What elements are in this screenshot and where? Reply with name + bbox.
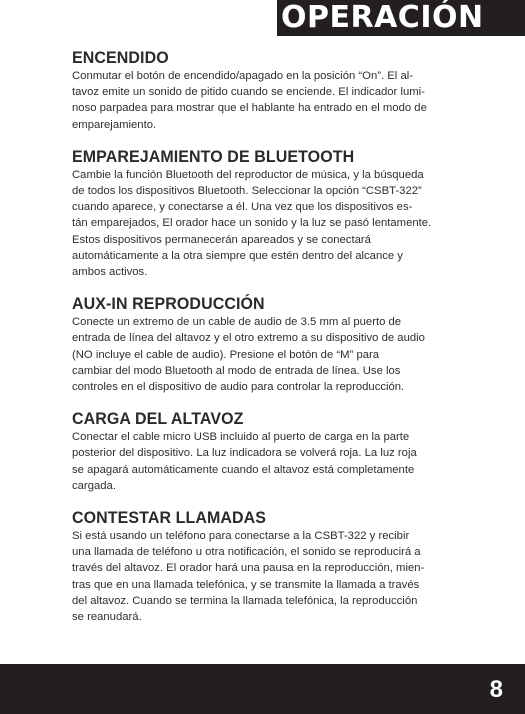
section-body [72,528,462,625]
body-line: cambiar del modo Bluetooth al modo de entrada de línea. Use los [72,364,401,377]
document-content [72,48,462,639]
section-body [72,314,462,395]
body-line: entrada de línea del altavoz y el otro extremo a su dispositivo de audio [72,332,425,345]
section-emparejamiento-bluetooth [72,147,462,280]
body-line: tavoz emite un sonido de pitido cuando se enciende. El indicador lumi- [72,86,425,99]
page-title: OPERACIÓN [281,0,484,35]
section-body [72,68,462,133]
body-line: cargada. [72,479,116,492]
section-carga-altavoz [72,409,462,494]
body-line: Estos dispositivos permanecerán apareados y se conectará [72,233,371,246]
body-line: Cambie la función Bluetooth del reproductor de música, y la búsqueda [72,168,424,181]
section-body [72,429,462,494]
header-bar [277,0,525,36]
body-line: ambos activos. [72,266,148,279]
body-line: través del altavoz. El orador hará una pausa en la reproducción, mien- [72,562,425,575]
footer-bar [0,664,525,714]
section-title: CONTESTAR LLAMADAS [72,508,267,528]
body-line: noso parpadea para mostrar que el hablante ha entrado en el modo de [72,102,427,115]
body-line: controles en el dispositivo de audio para controlar la reproducción. [72,381,405,394]
section-encendido [72,48,462,133]
body-line: se reanudará. [72,611,142,624]
body-line: tán emparejados, El orador hace un sonido y la luz se pasó lentamente. [72,217,432,230]
section-title: EMPAREJAMIENTO DE BLUETOOTH [72,146,355,166]
body-line: posterior del dispositivo. La luz indicadora se volverá roja. La luz roja [72,447,417,460]
body-line: Conectar el cable micro USB incluido al puerto de carga en la parte [72,431,410,444]
page-number: 8 [489,676,503,703]
body-line: cuando aparece, y conectarse a él. Una vez que los dispositivos es- [72,201,413,214]
body-line: Conmutar el botón de encendido/apagado en la posición “On”. El al- [72,70,414,82]
section-contestar-llamadas [72,508,462,625]
body-line: Si está usando un teléfono para conectarse a la CSBT-322 y recibir [72,530,410,543]
section-title: AUX-IN REPRODUCCIÓN [72,294,265,314]
section-title: ENCENDIDO [72,48,169,67]
body-line: emparejamiento. [72,118,157,131]
body-line: Conecte un extremo de un cable de audio de 3.5 mm al puerto de [72,316,402,329]
body-line: del altavoz. Cuando se termina la llamada telefónica, la reproducción [72,594,418,607]
body-line: se apagará automáticamente cuando el altavoz está completamente [72,463,415,476]
body-line: automáticamente a la otra siempre que estén dentro del alcance y [72,249,403,262]
section-title: CARGA DEL ALTAVOZ [72,409,244,429]
body-line: (NO incluye el cable de audio). Presione el botón de “M” para [72,348,380,361]
section-aux-in [72,294,462,395]
body-line: tras que en una llamada telefónica, y se transmite la llamada a través [72,578,420,591]
body-line: de todos los dispositivos Bluetooth. Seleccionar la opción “CSBT-322” [72,185,422,198]
section-body [72,167,462,280]
body-line: una llamada de teléfono u otra notificación, el sonido se reproducirá a [72,546,421,559]
